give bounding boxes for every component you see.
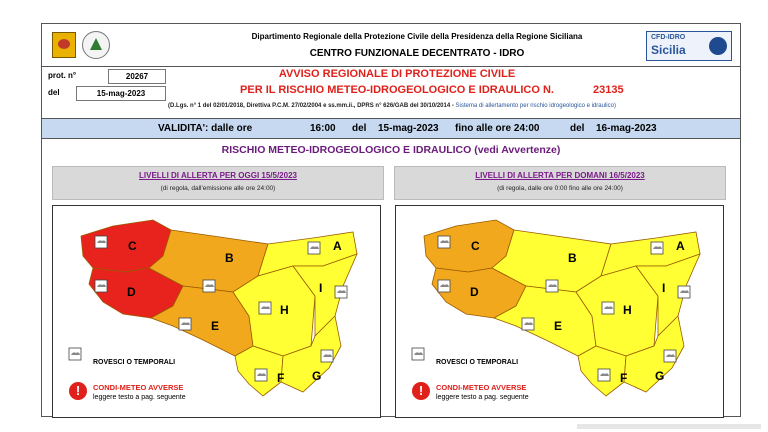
prot-label: prot. n°: [48, 71, 77, 80]
zone-label-D: D: [127, 285, 136, 299]
warning-legend-label: CONDI-METEO AVVERSE: [93, 383, 184, 392]
warning-legend-sub: leggere testo a pag. seguente: [436, 394, 529, 401]
storm-cloud-icon: [546, 280, 558, 292]
storm-cloud-icon: [602, 302, 614, 314]
zone-label-H: H: [623, 303, 632, 317]
cfd-logo: [646, 31, 732, 61]
legal-reference: [52, 103, 732, 109]
zone-label-D: D: [470, 285, 479, 299]
cfd-region: Sicilia: [651, 43, 686, 57]
globe-icon: [709, 37, 727, 55]
alert-subtitle: PER IL RISCHIO METEO-IDROGEOLOGICO E IDRAULICO N.: [240, 84, 554, 96]
scroll-strip: [577, 424, 761, 429]
tomorrow-heading: LIVELLI DI ALLERTA PER DOMANI 16/5/2023: [475, 171, 645, 180]
zone-label-I: I: [319, 281, 323, 295]
storm-cloud-icon: [678, 286, 690, 298]
warning-icon: !: [69, 382, 87, 400]
sicily-coat-of-arms-icon: [52, 32, 76, 58]
storm-legend-label: ROVESCI O TEMPORALI: [93, 359, 176, 366]
section-title: RISCHIO METEO-IDROGEOLOGICO E IDRAULICO (vedi Avvertenze): [221, 144, 561, 156]
today-subheading: (di regola, dall'emissione alle ore 24:00): [160, 185, 276, 192]
storm-cloud-icon: [203, 280, 215, 292]
warning-legend-sub: leggere testo a pag. seguente: [93, 394, 186, 401]
storm-cloud-icon: [69, 348, 81, 360]
center-name: CENTRO FUNZIONALE DECENTRATO - IDRO: [309, 48, 525, 59]
storm-cloud-icon: [259, 302, 271, 314]
alert-number: 23135: [593, 84, 624, 96]
storm-cloud-icon: [95, 236, 107, 248]
storm-legend-label: ROVESCI O TEMPORALI: [436, 359, 519, 366]
zone-label-G: G: [655, 369, 665, 383]
storm-cloud-icon: [95, 280, 107, 292]
civil-protection-logo-icon: [82, 31, 110, 59]
alert-document: [41, 23, 741, 417]
storm-cloud-icon: [522, 318, 534, 330]
tomorrow-subheading: (di regola, dalle ore 0:00 fino alle ore 24:00): [497, 185, 623, 192]
prot-number: 20267: [108, 69, 166, 84]
today-panel-heading: [52, 166, 384, 200]
validity-label: VALIDITA': dalle ore: [158, 123, 253, 134]
tomorrow-alert-map: [395, 205, 724, 418]
legal-link[interactable]: Sistema di allertamento per rischio idrogeologico e idraulico): [455, 103, 616, 109]
zone-label-B: B: [568, 251, 577, 265]
zone-label-H: H: [280, 303, 289, 317]
zone-label-F: F: [277, 371, 285, 385]
storm-cloud-icon: [255, 369, 267, 381]
today-alert-map: [52, 205, 381, 418]
zone-label-C: C: [471, 239, 480, 253]
storm-cloud-icon: [308, 242, 320, 254]
department-name: Dipartimento Regionale della Protezione Civile della Presidenza della Regione Siciliana: [251, 32, 583, 41]
del-label: del: [48, 88, 60, 97]
today-heading: LIVELLI DI ALLERTA PER OGGI 15/5/2023: [139, 171, 297, 180]
storm-cloud-icon: [598, 369, 610, 381]
zone-label-I: I: [662, 281, 666, 295]
storm-cloud-icon: [335, 286, 347, 298]
prot-date: 15-mag-2023: [76, 86, 166, 101]
storm-cloud-icon: [438, 280, 450, 292]
alert-title: AVVISO REGIONALE DI PROTEZIONE CIVILE: [278, 68, 516, 80]
zone-label-A: A: [676, 239, 685, 253]
storm-cloud-icon: [321, 350, 333, 362]
zone-label-B: B: [225, 251, 234, 265]
zone-label-G: G: [312, 369, 322, 383]
storm-cloud-icon: [179, 318, 191, 330]
storm-cloud-icon: [412, 348, 424, 360]
validity-to-label: fino alle ore 24:00: [455, 123, 540, 134]
validity-del1: del: [352, 123, 367, 134]
zone-label-C: C: [128, 239, 137, 253]
storm-cloud-icon: [438, 236, 450, 248]
zone-label-E: E: [211, 319, 220, 333]
validity-del2: del: [570, 123, 585, 134]
validity-to-date: 16-mag-2023: [596, 123, 657, 134]
validity-bar: [42, 118, 740, 139]
zone-label-E: E: [554, 319, 563, 333]
warning-legend-label: CONDI-METEO AVVERSE: [436, 383, 527, 392]
legal-text: (D.Lgs. n° 1 del 02/01/2018, Direttiva P.C.M. 27/02/2004 e ss.mm.ii., DPRS n° 626/GAB del 30/10/2014 -: [168, 103, 456, 109]
tomorrow-panel-heading: [394, 166, 726, 200]
validity-from-time: 16:00: [310, 123, 336, 134]
document-header: [42, 24, 740, 67]
zone-label-F: F: [620, 371, 628, 385]
validity-from-date: 15-mag-2023: [378, 123, 439, 134]
warning-icon: !: [412, 382, 430, 400]
cfd-label: CFD-IDRO: [651, 34, 686, 41]
storm-cloud-icon: [664, 350, 676, 362]
zone-label-A: A: [333, 239, 342, 253]
storm-cloud-icon: [651, 242, 663, 254]
